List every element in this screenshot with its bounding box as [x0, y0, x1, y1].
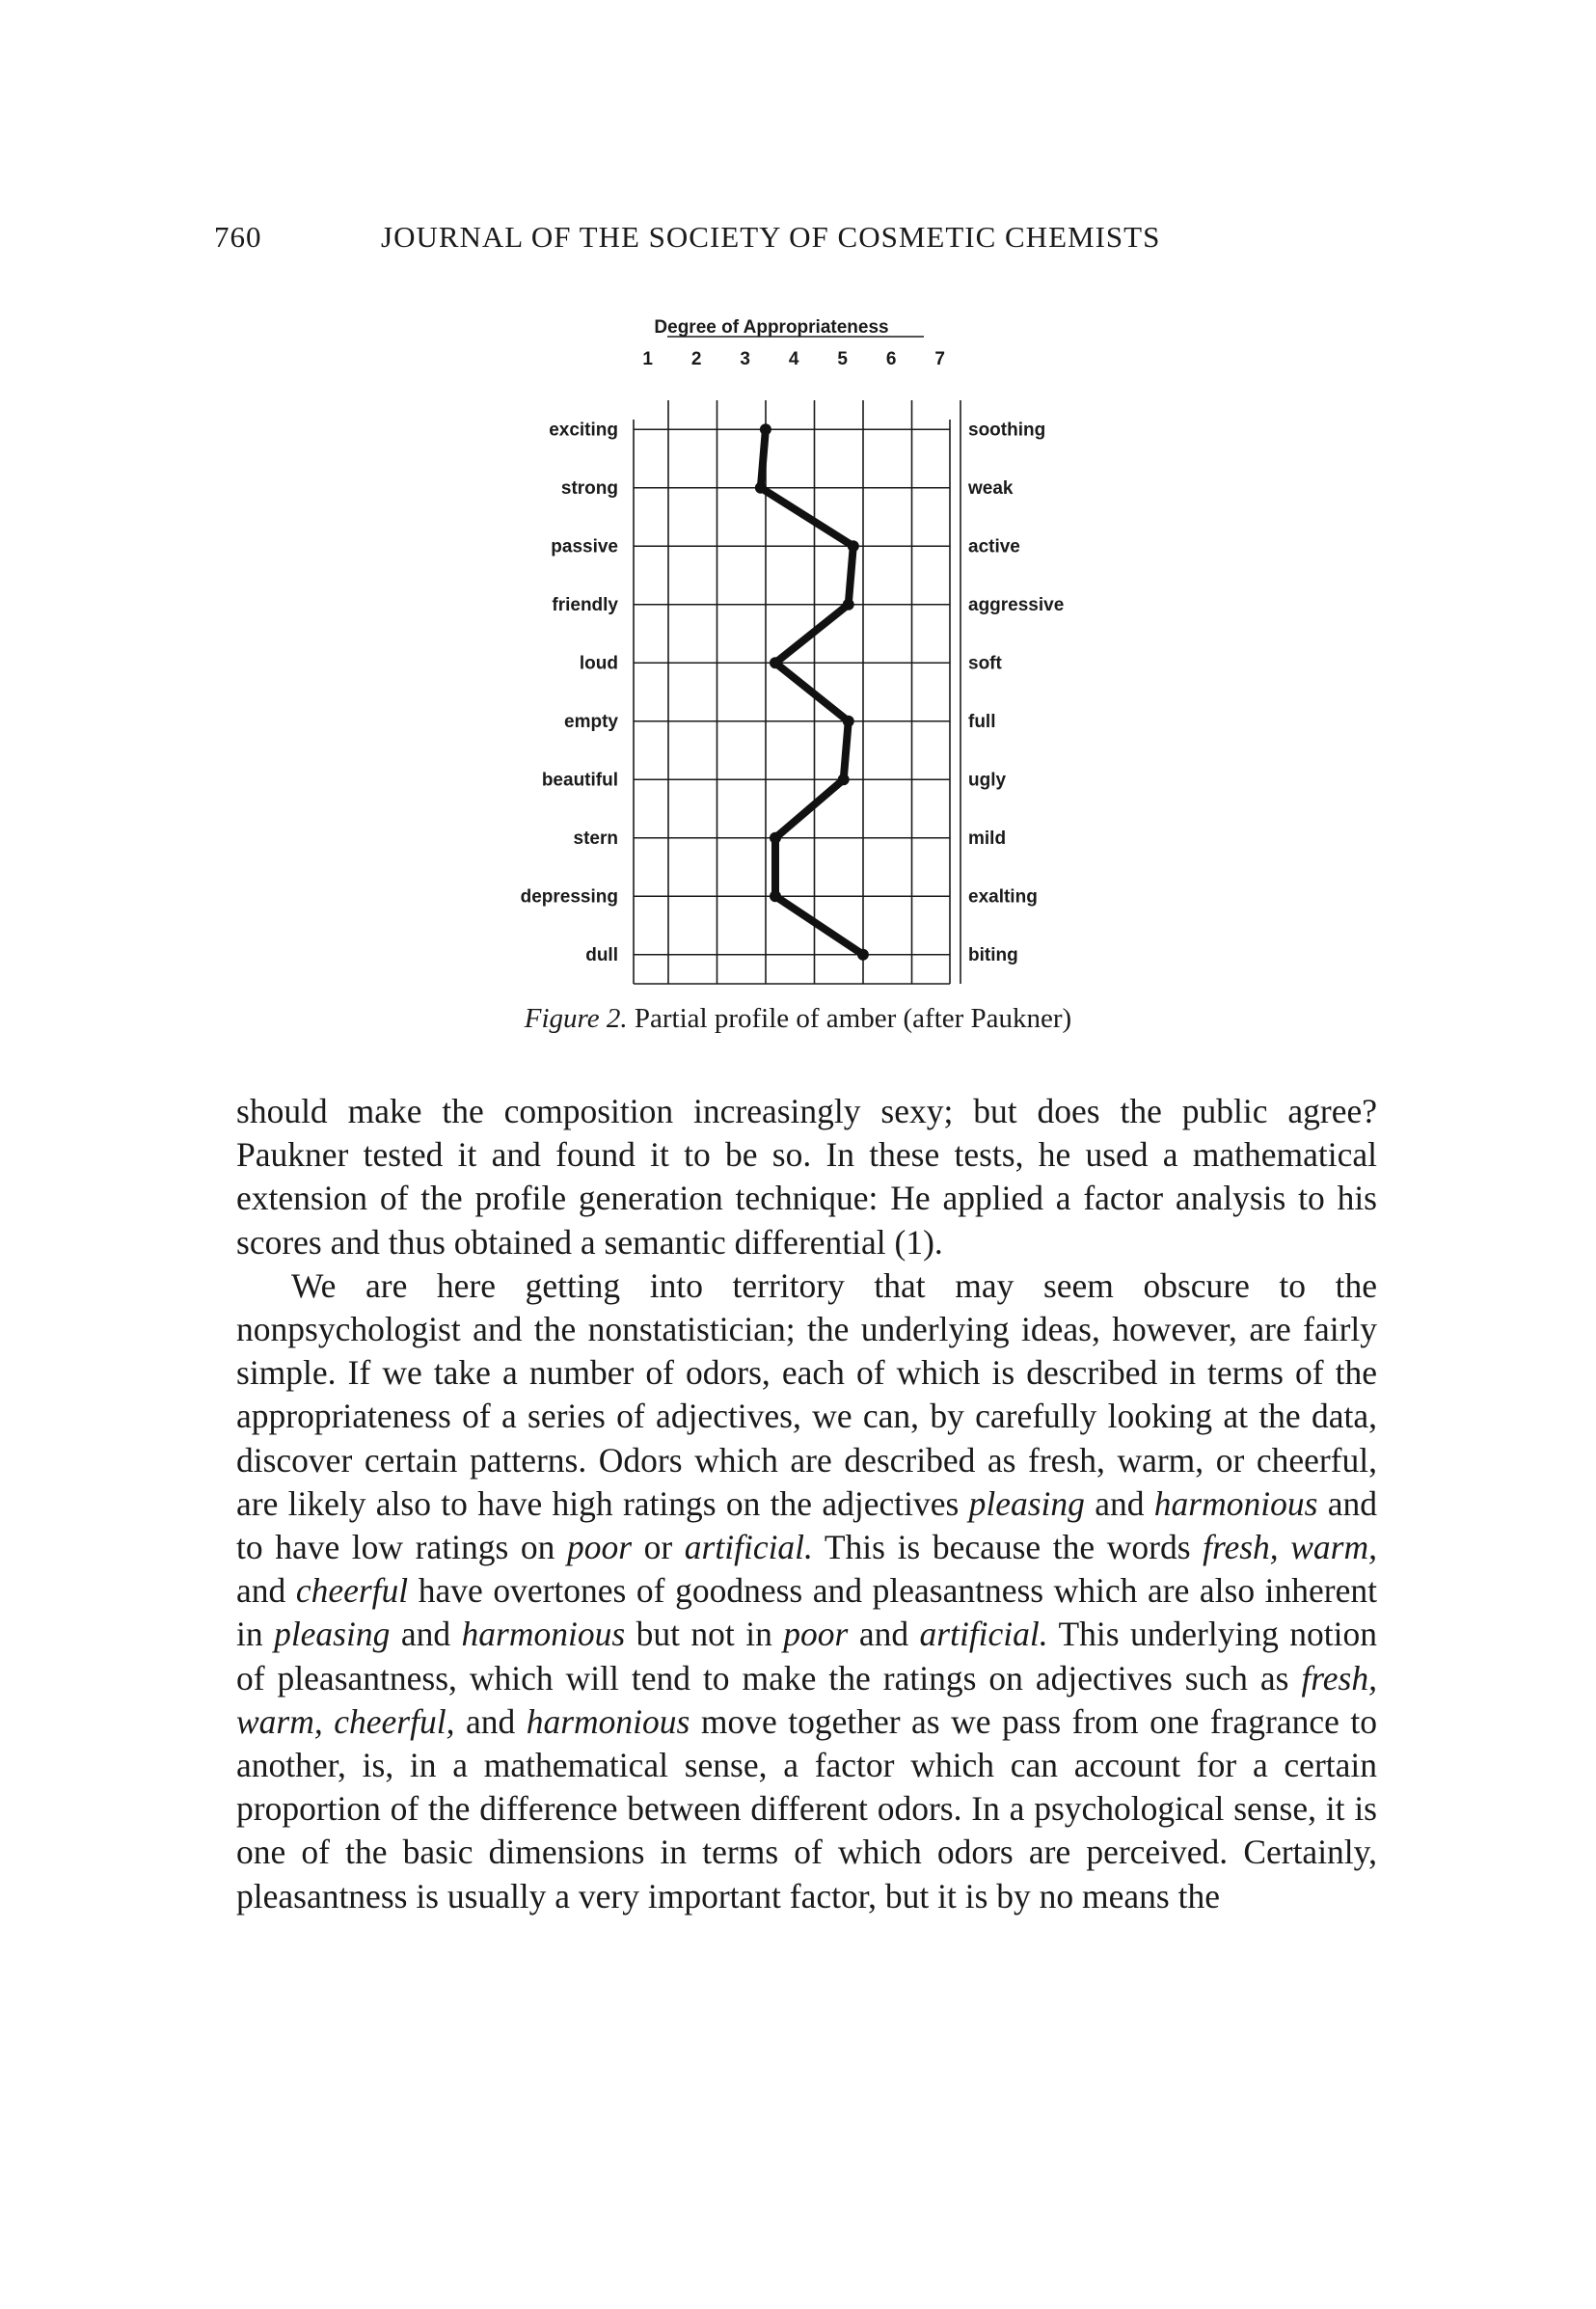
profile-point	[755, 482, 767, 494]
profile-line-group	[755, 423, 869, 961]
profile-point	[857, 949, 869, 961]
page-number: 760	[214, 220, 262, 254]
scale-tick-label: 5	[837, 349, 848, 369]
row-label-left: empty	[564, 711, 618, 732]
row-label-left: exciting	[549, 420, 618, 441]
row-label-left: dull	[585, 944, 618, 965]
row-label-right: exalting	[968, 886, 1038, 908]
profile-chart	[0, 0, 1596, 1061]
row-label-left: passive	[551, 536, 618, 557]
profile-point	[770, 890, 781, 902]
scale-tick-label: 6	[885, 349, 897, 369]
figure	[0, 0, 1596, 1061]
profile-point	[843, 599, 854, 611]
row-labels	[521, 420, 1065, 965]
row-label-left: strong	[560, 477, 618, 499]
row-label-left: depressing	[520, 886, 618, 908]
row-label-right: soothing	[968, 420, 1046, 441]
row-label-right: biting	[968, 944, 1018, 965]
journal-title: JOURNAL OF THE SOCIETY OF COSMETIC CHEMISTS	[381, 220, 1161, 254]
body-text	[236, 1090, 1377, 1918]
scale-tick-label: 3	[740, 349, 750, 369]
row-label-right: mild	[968, 828, 1007, 849]
row-label-left: stern	[573, 828, 618, 849]
figure-caption-text: Partial profile of amber (after Paukner)	[634, 1003, 1072, 1034]
figure-caption	[0, 1003, 1596, 1035]
row-label-right: ugly	[968, 770, 1007, 791]
paragraph-2: We are here getting into territory that may seem obscure to the nonpsychologist and the nonstatistician; the underlying ideas, however, are fairly simple. If we take a number of odors, each of which is described in terms of the appropriateness of a series of adjectives, we can, by carefully looking at the data, discover certain patterns. Odors which are described as fresh, warm, or cheerful, are likely also to have high ratings on the adjectives pleasing and harmonious and to have low ratings on poor or artificial. This is because the words fresh, warm, and cheerful have overtones of goodness and pleasantness which are also inherent in pleasing and harmonious but not in poor and artificial. This underlying notion of pleasantness, which will tend to make the ratings on adjectives such as fresh, warm, cheerful, and harmonious move together as we pass from one fragrance to another, is, in a mathematical sense, a factor which can account for a certain proportion of the difference between different odors. In a psychological sense, it is one of the basic dimensions in terms of which odors are perceived. Certainly, pleasantness is usually a very important factor, but it is by no means the	[236, 1265, 1377, 1915]
profile-point	[843, 716, 854, 727]
scale-tick-label: 1	[642, 349, 653, 369]
row-label-right: full	[968, 711, 996, 732]
row-label-left: friendly	[552, 594, 618, 615]
row-label-left: loud	[579, 653, 618, 674]
profile-point	[848, 540, 859, 552]
chart-title: Degree of Appropriateness	[654, 317, 889, 338]
row-label-right: active	[968, 536, 1020, 557]
figure-label: Figure 2.	[524, 1003, 628, 1034]
profile-point	[770, 832, 781, 844]
scale-tick-label: 2	[690, 349, 702, 369]
profile-point	[838, 774, 850, 785]
profile-point	[770, 657, 781, 668]
scale-tick-label: 7	[934, 349, 945, 369]
profile-line	[761, 429, 863, 955]
chart-grid	[634, 400, 960, 984]
row-label-right: weak	[968, 477, 1014, 499]
row-label-right: soft	[968, 653, 1002, 674]
scale-labels	[642, 349, 945, 369]
row-label-right: aggressive	[968, 594, 1065, 615]
paragraph-1: should make the composition increasingly sexy; but does the public agree? Paukner tested it and found it to be so. In these tests, he used a mathematical extension of the profile generation technique: He applied a factor analysis to his scores and thus obtained a semantic differential (1).	[236, 1092, 1377, 1262]
scale-tick-label: 4	[788, 349, 799, 369]
profile-point	[760, 423, 771, 435]
row-label-left: beautiful	[541, 770, 618, 791]
